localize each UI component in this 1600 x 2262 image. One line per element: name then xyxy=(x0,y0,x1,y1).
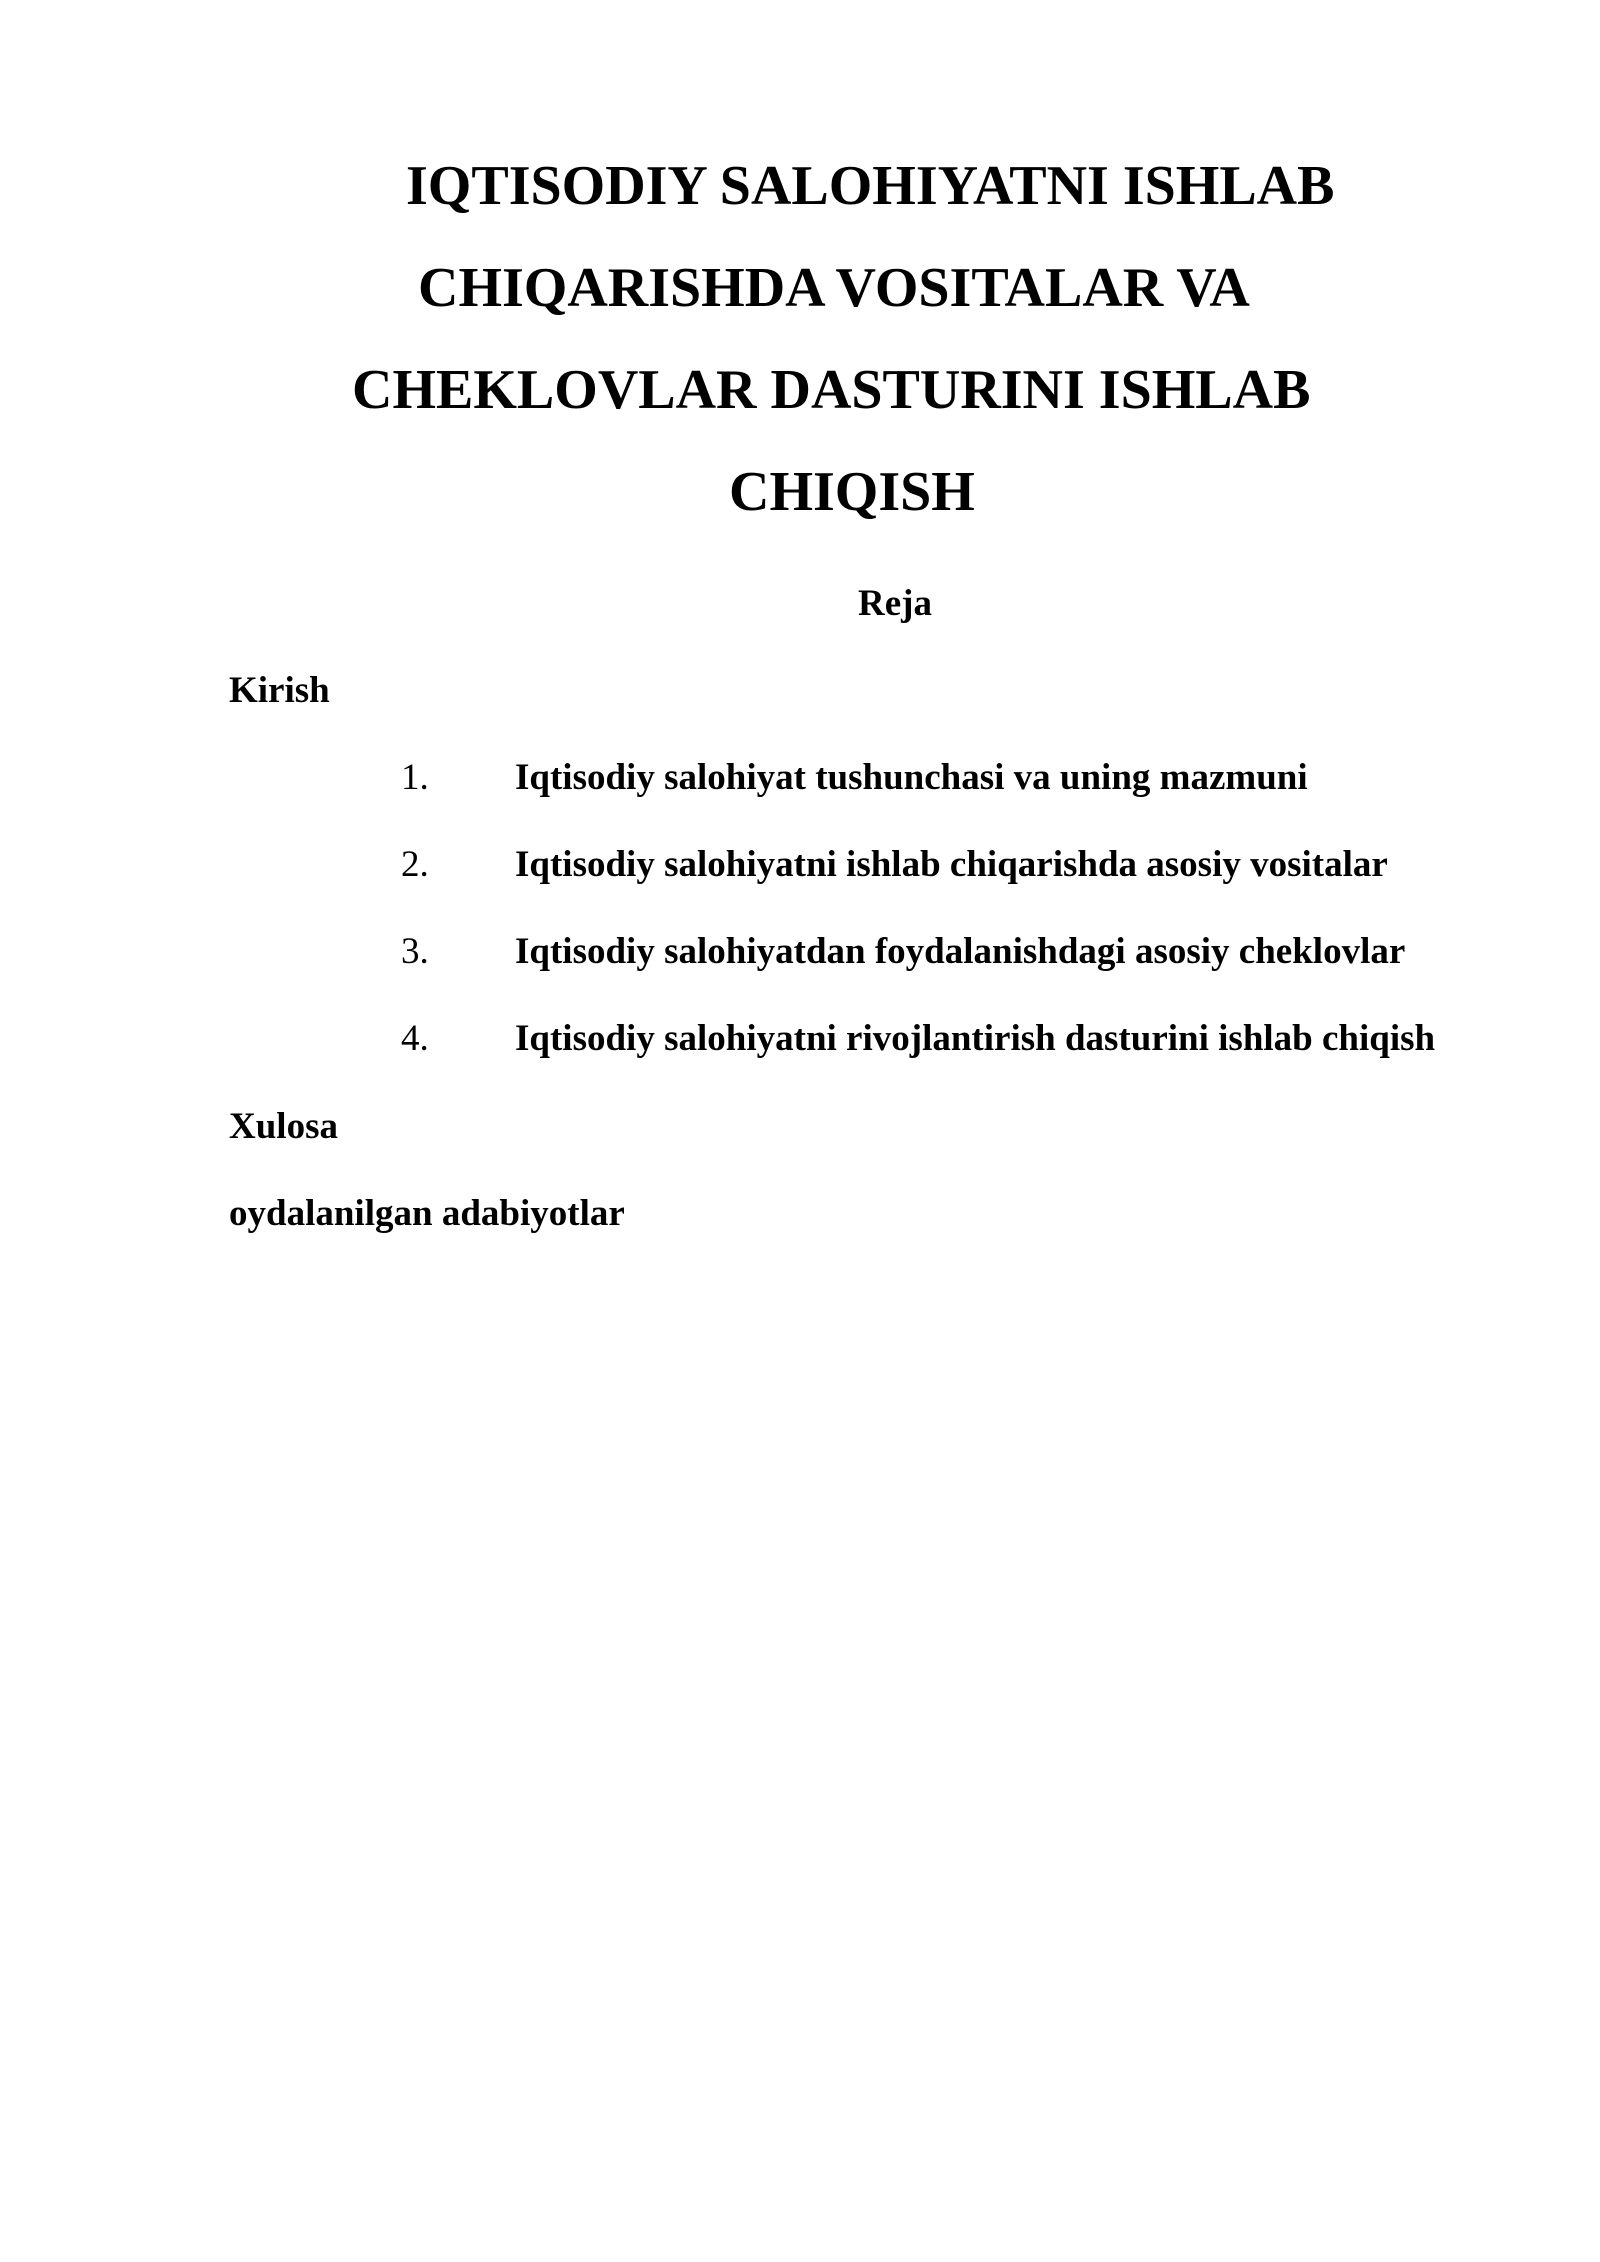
plan-list xyxy=(0,758,1600,1106)
plan-item-number: 4. xyxy=(401,1018,429,1059)
plan-item-number: 3. xyxy=(401,931,429,972)
title-line-4: CHIQISH xyxy=(729,461,975,523)
intro-heading: Kirish xyxy=(229,670,330,711)
plan-item-text: Iqtisodiy salohiyat tushunchasi va uning mazmuni xyxy=(515,757,1308,798)
plan-heading: Reja xyxy=(858,583,932,624)
conclusion-heading: Xulosa xyxy=(229,1106,338,1147)
plan-item-number: 2. xyxy=(401,844,429,885)
title-line-1: IQTISODIY SALOHIYATNI ISHLAB xyxy=(406,155,1335,217)
plan-item xyxy=(0,932,1600,1019)
plan-item xyxy=(0,1019,1600,1106)
plan-item xyxy=(0,758,1600,845)
plan-item xyxy=(0,845,1600,932)
plan-item-text: Iqtisodiy salohiyatni ishlab chiqarishda asosiy vositalar xyxy=(515,844,1388,885)
plan-item-number: 1. xyxy=(401,757,429,798)
references-heading: oydalanilgan adabiyotlar xyxy=(229,1193,625,1234)
title-line-3: CHEKLOVLAR DASTURINI ISHLAB xyxy=(352,359,1311,421)
plan-item-text: Iqtisodiy salohiyatni rivojlantirish dasturini ishlab chiqish xyxy=(515,1018,1436,1059)
plan-item-text: Iqtisodiy salohiyatdan foydalanishdagi asosiy cheklovlar xyxy=(515,931,1406,972)
title-line-2: CHIQARISHDA VOSITALAR VA xyxy=(418,257,1250,319)
